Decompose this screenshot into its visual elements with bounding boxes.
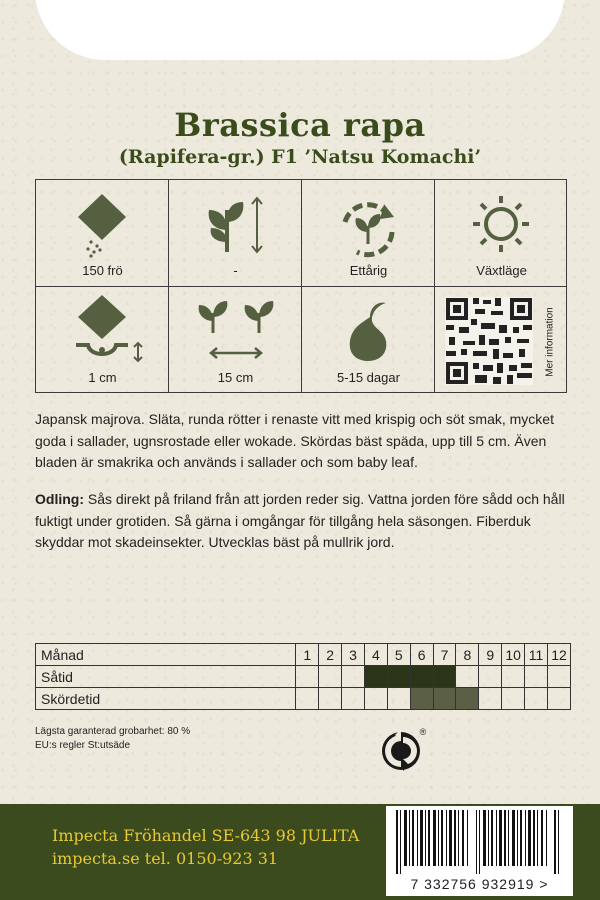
germination-note: Lägsta garanterad grobarhet: 80 % <box>35 726 191 737</box>
sowing-time-row <box>36 666 571 688</box>
info-grid <box>35 179 567 393</box>
info-cell-spacing <box>169 287 302 394</box>
lifecycle-caption: Ettårig <box>349 263 388 278</box>
calendar-cell-active <box>387 666 410 688</box>
calendar-header-row <box>36 644 571 666</box>
calendar-cell <box>319 688 342 710</box>
calendar-cell <box>319 666 342 688</box>
calendar-cell <box>548 688 571 710</box>
location-caption: Växtläge <box>476 263 527 278</box>
info-cell-depth <box>36 287 169 394</box>
description-paragraph: Japansk majrova. Släta, runda rötter i renaste vitt med krispig och söt smak, mycket goda i sallader, ugnsrostade eller wokade. Skördas bäst späda, upp till 5 cm. Även bladen är smakrika och används i sallader och som baby leaf. <box>35 411 554 470</box>
calendar-cell <box>296 666 319 688</box>
calendar-cell <box>502 666 525 688</box>
month-header: 11 <box>525 644 548 666</box>
info-cell-seeds <box>36 180 169 287</box>
month-header: 5 <box>387 644 410 666</box>
barcode-number: 7 332756 932919 > <box>410 876 549 892</box>
calendar-cell <box>548 666 571 688</box>
calendar-cell <box>342 688 365 710</box>
calendar-cell-active <box>364 666 387 688</box>
calendar-cell-active <box>456 688 479 710</box>
variety-subtitle: (Rapifera-gr.) F1 ’Natsu Komachi’ <box>118 146 482 168</box>
calendar-cell-active <box>410 666 433 688</box>
month-header: 2 <box>319 644 342 666</box>
cultivation-label: Odling: <box>35 491 84 507</box>
info-cell-location <box>435 180 568 287</box>
harvest-time-label: Skördetid <box>36 688 296 710</box>
month-header: 4 <box>364 644 387 666</box>
month-header: 10 <box>502 644 525 666</box>
barcode <box>386 806 573 896</box>
more-info-label: Mer information <box>544 307 556 377</box>
calendar-cell <box>479 688 502 710</box>
calendar-cell <box>525 688 548 710</box>
month-header-label: Månad <box>36 644 296 666</box>
calendar-cell <box>364 688 387 710</box>
green-dot-recycle-icon <box>381 727 427 773</box>
seed-count-caption: 150 frö <box>82 263 123 278</box>
cultivation-text: Sås direkt på friland från att jorden reder sig. Vattna jorden före sådd och håll fuktigt under grotiden. Så gärna i omgångar för tillgång hela säsongen. Fiberduk skyddar mot skadeinsekter. Utvecklas bäst på mullrik jord. <box>35 491 565 550</box>
calendar-cell <box>456 666 479 688</box>
regulation-note: EU:s regler St:utsäde <box>35 740 131 751</box>
calendar-cell <box>296 688 319 710</box>
harvest-time-row <box>36 688 571 710</box>
month-header: 7 <box>433 644 456 666</box>
calendar-cell <box>525 666 548 688</box>
calendar-cell-active <box>433 666 456 688</box>
calendar-cell <box>342 666 365 688</box>
barcode-bars <box>386 806 573 876</box>
month-header: 9 <box>479 644 502 666</box>
spacing-caption: 15 cm <box>217 370 254 385</box>
month-header: 12 <box>548 644 571 666</box>
germination-caption: 5-15 dagar <box>337 370 400 385</box>
cultivation-paragraph <box>35 489 570 554</box>
calendar-cell-active <box>433 688 456 710</box>
calendar-cell-active <box>410 688 433 710</box>
depth-caption: 1 cm <box>88 370 117 385</box>
calendar-cell <box>502 688 525 710</box>
info-cell-germination <box>302 287 435 394</box>
month-header: 8 <box>456 644 479 666</box>
hang-hole-cutout <box>35 0 565 60</box>
calendar-cell <box>387 688 410 710</box>
page-title: Brassica rapa <box>174 106 426 144</box>
month-header: 1 <box>296 644 319 666</box>
footer-address: Impecta Fröhandel SE-643 98 JULITA <box>52 826 360 845</box>
sowing-time-label: Såtid <box>36 666 296 688</box>
info-cell-lifecycle <box>302 180 435 287</box>
sowing-calendar <box>35 643 571 710</box>
height-caption: - <box>233 263 238 278</box>
calendar-cell <box>479 666 502 688</box>
info-cell-qr <box>435 287 568 394</box>
month-header: 6 <box>410 644 433 666</box>
month-header: 3 <box>342 644 365 666</box>
footer-contact: impecta.se tel. 0150-923 31 <box>52 849 279 868</box>
info-cell-height <box>169 180 302 287</box>
svg-text:®: ® <box>419 727 427 737</box>
